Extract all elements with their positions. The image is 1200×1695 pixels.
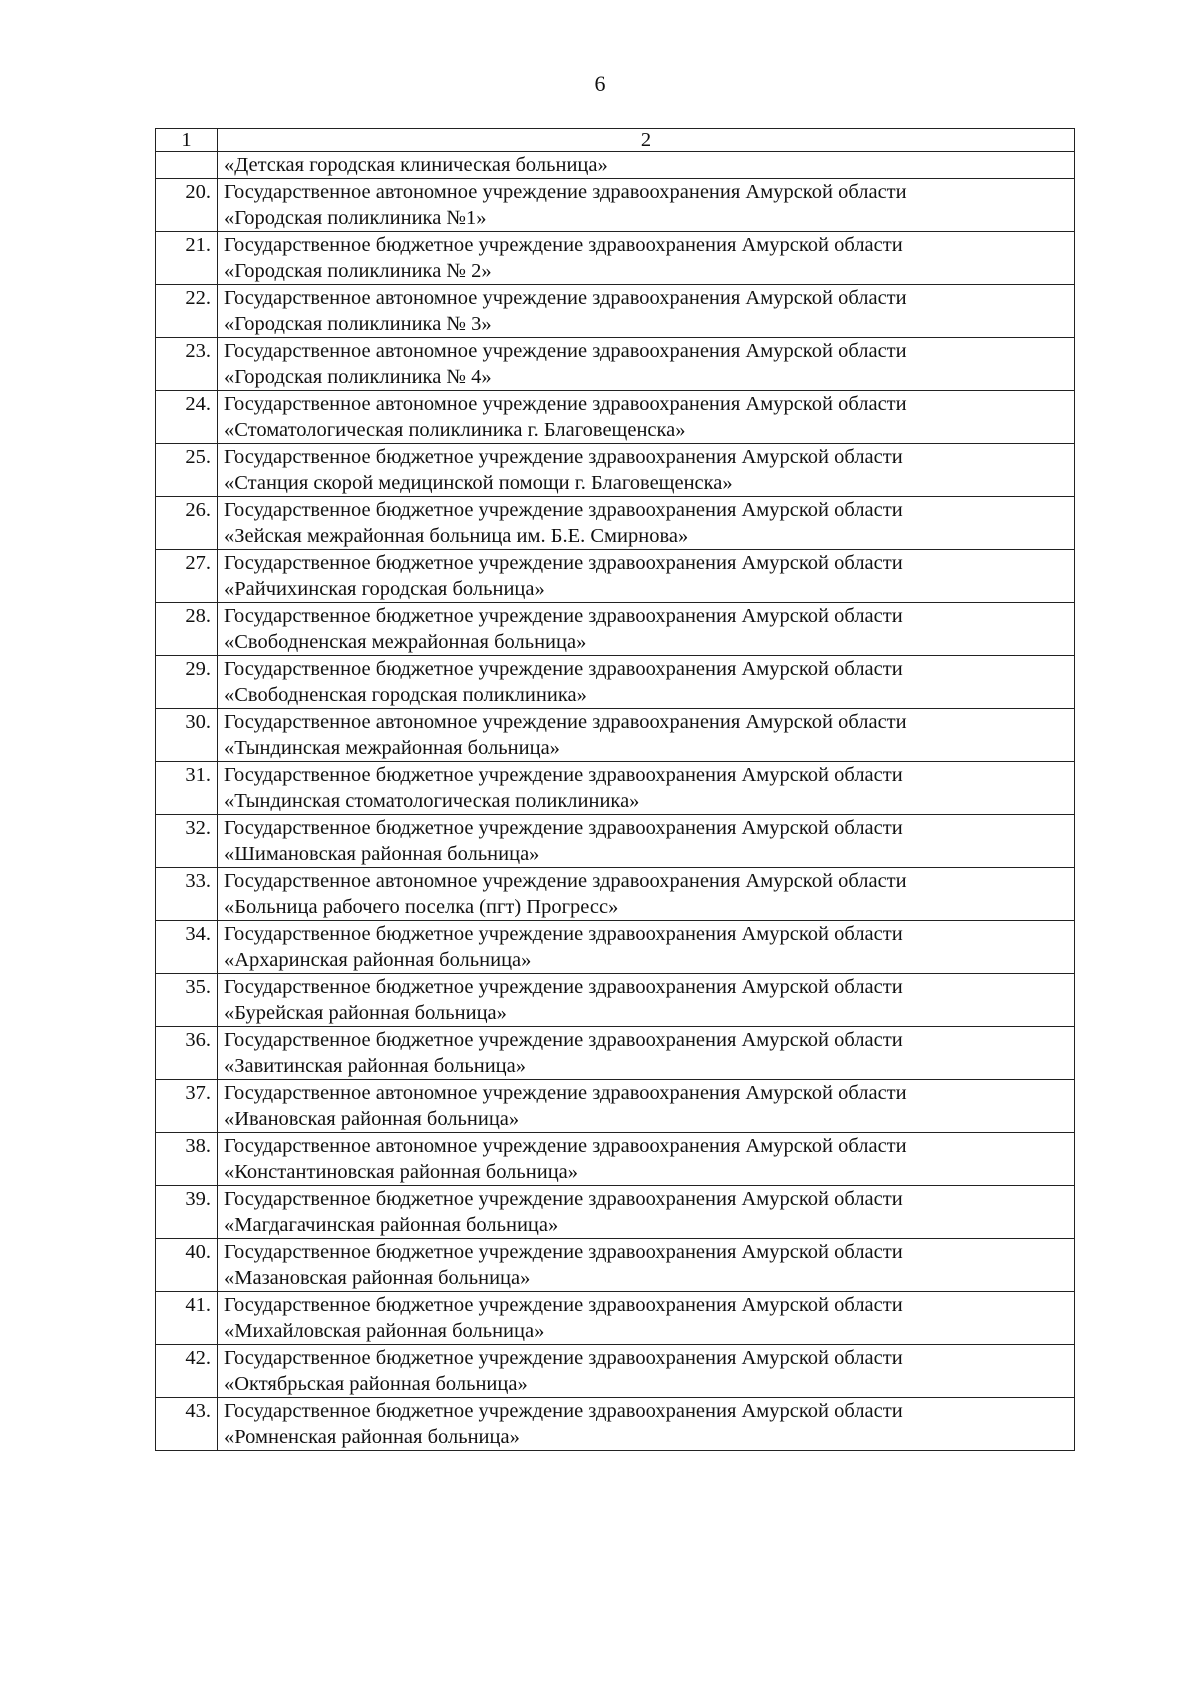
institution-name: «Бурейская районная больница» <box>224 1002 507 1024</box>
table-row <box>156 1133 1075 1186</box>
table-row <box>156 232 1075 285</box>
row-number: 36. <box>156 1027 218 1080</box>
table-row <box>156 1292 1075 1345</box>
institution-name-cell <box>218 550 1075 603</box>
institution-name: «Магдагачинская районная больница» <box>224 1214 559 1236</box>
institution-name: «Октябрьская районная больница» <box>224 1373 528 1395</box>
institutions-table-body <box>156 129 1075 1451</box>
row-number: 32. <box>156 815 218 868</box>
institution-name: «Мазановская районная больница» <box>224 1267 531 1289</box>
row-number: 29. <box>156 656 218 709</box>
row-number: 37. <box>156 1080 218 1133</box>
institution-name: «Свободненская городская поликлиника» <box>224 684 587 706</box>
table-row <box>156 656 1075 709</box>
institution-type: Государственное бюджетное учреждение здравоохранения Амурской области <box>224 446 903 468</box>
institution-name-cell <box>218 232 1075 285</box>
institution-name-cell <box>218 497 1075 550</box>
table-row <box>156 444 1075 497</box>
institution-type: Государственное бюджетное учреждение здравоохранения Амурской области <box>224 499 903 521</box>
institution-name-cell <box>218 815 1075 868</box>
institution-name: «Ромненская районная больница» <box>224 1426 520 1448</box>
institution-name-cell <box>218 338 1075 391</box>
institution-name: «Городская поликлиника № 4» <box>224 366 492 388</box>
continuation-text-cell <box>218 152 1075 179</box>
table-row <box>156 338 1075 391</box>
institution-name: «Завитинская районная больница» <box>224 1055 526 1077</box>
row-number: 30. <box>156 709 218 762</box>
institution-name-cell <box>218 179 1075 232</box>
institution-type: Государственное бюджетное учреждение здравоохранения Амурской области <box>224 1241 903 1263</box>
institution-type: Государственное автономное учреждение здравоохранения Амурской области <box>224 287 907 309</box>
table-row <box>156 1345 1075 1398</box>
table-row <box>156 762 1075 815</box>
table-row <box>156 1398 1075 1451</box>
institution-type: Государственное бюджетное учреждение здравоохранения Амурской области <box>224 234 903 256</box>
institution-type: Государственное автономное учреждение здравоохранения Амурской области <box>224 1135 907 1157</box>
table-header-row <box>156 129 1075 152</box>
continuation-row <box>156 152 1075 179</box>
table-row <box>156 1186 1075 1239</box>
header-column-number: 1 <box>156 129 218 152</box>
institution-name: «Тындинская стоматологическая поликлиника» <box>224 790 640 812</box>
institution-type: Государственное бюджетное учреждение здравоохранения Амурской области <box>224 1294 903 1316</box>
table-row <box>156 497 1075 550</box>
table-row <box>156 1027 1075 1080</box>
institution-name-cell <box>218 921 1075 974</box>
institution-name: «Архаринская районная больница» <box>224 949 532 971</box>
institution-type: Государственное бюджетное учреждение здравоохранения Амурской области <box>224 552 903 574</box>
institution-type: Государственное бюджетное учреждение здравоохранения Амурской области <box>224 658 903 680</box>
institution-type: Государственное бюджетное учреждение здравоохранения Амурской области <box>224 817 903 839</box>
institution-type: Государственное бюджетное учреждение здравоохранения Амурской области <box>224 923 903 945</box>
continuation-text: «Детская городская клиническая больница» <box>224 154 608 176</box>
institution-name-cell <box>218 1186 1075 1239</box>
institution-name-cell <box>218 444 1075 497</box>
row-number: 23. <box>156 338 218 391</box>
table-row <box>156 815 1075 868</box>
table-row <box>156 603 1075 656</box>
institution-name-cell <box>218 1133 1075 1186</box>
table-row <box>156 1080 1075 1133</box>
institution-type: Государственное бюджетное учреждение здравоохранения Амурской области <box>224 976 903 998</box>
institution-name: «Михайловская районная больница» <box>224 1320 545 1342</box>
continuation-number-cell <box>156 152 218 179</box>
institution-name-cell <box>218 1080 1075 1133</box>
institution-type: Государственное бюджетное учреждение здравоохранения Амурской области <box>224 1400 903 1422</box>
institution-name: «Тындинская межрайонная больница» <box>224 737 560 759</box>
institution-name-cell <box>218 391 1075 444</box>
institution-name: «Больница рабочего поселка (пгт) Прогресс» <box>224 896 619 918</box>
institution-name: «Шимановская районная больница» <box>224 843 540 865</box>
row-number: 28. <box>156 603 218 656</box>
page-number: 6 <box>594 71 606 96</box>
row-number: 40. <box>156 1239 218 1292</box>
institution-name-cell <box>218 1345 1075 1398</box>
table-row <box>156 179 1075 232</box>
table-row <box>156 974 1075 1027</box>
institution-type: Государственное автономное учреждение здравоохранения Амурской области <box>224 340 907 362</box>
institution-type: Государственное автономное учреждение здравоохранения Амурской области <box>224 1082 907 1104</box>
institution-name-cell <box>218 603 1075 656</box>
row-number: 22. <box>156 285 218 338</box>
institution-name: «Ивановская районная больница» <box>224 1108 520 1130</box>
institution-type: Государственное бюджетное учреждение здравоохранения Амурской области <box>224 605 903 627</box>
table-row <box>156 1239 1075 1292</box>
institution-type: Государственное автономное учреждение здравоохранения Амурской области <box>224 870 907 892</box>
table-row <box>156 709 1075 762</box>
table-row <box>156 550 1075 603</box>
institution-type: Государственное бюджетное учреждение здравоохранения Амурской области <box>224 1347 903 1369</box>
table-row <box>156 868 1075 921</box>
institutions-table <box>155 128 1075 1451</box>
institution-name-cell <box>218 1292 1075 1345</box>
institution-name: «Райчихинская городская больница» <box>224 578 545 600</box>
row-number: 35. <box>156 974 218 1027</box>
row-number: 34. <box>156 921 218 974</box>
institution-name: «Городская поликлиника № 2» <box>224 260 492 282</box>
institution-type: Государственное автономное учреждение здравоохранения Амурской области <box>224 711 907 733</box>
institution-name-cell <box>218 1239 1075 1292</box>
table-row <box>156 391 1075 444</box>
institution-name: «Городская поликлиника № 3» <box>224 313 492 335</box>
row-number: 39. <box>156 1186 218 1239</box>
institution-name-cell <box>218 1398 1075 1451</box>
institution-name-cell <box>218 709 1075 762</box>
header-column-name: 2 <box>218 129 1075 152</box>
institution-type: Государственное бюджетное учреждение здравоохранения Амурской области <box>224 764 903 786</box>
row-number: 38. <box>156 1133 218 1186</box>
institution-type: Государственное бюджетное учреждение здравоохранения Амурской области <box>224 1029 903 1051</box>
institution-name-cell <box>218 762 1075 815</box>
institution-name: «Свободненская межрайонная больница» <box>224 631 587 653</box>
institution-name: «Станция скорой медицинской помощи г. Благовещенска» <box>224 472 733 494</box>
row-number: 41. <box>156 1292 218 1345</box>
table-row <box>156 921 1075 974</box>
row-number: 27. <box>156 550 218 603</box>
row-number: 20. <box>156 179 218 232</box>
institution-type: Государственное автономное учреждение здравоохранения Амурской области <box>224 181 907 203</box>
institution-name-cell <box>218 974 1075 1027</box>
row-number: 43. <box>156 1398 218 1451</box>
row-number: 24. <box>156 391 218 444</box>
institution-name-cell <box>218 656 1075 709</box>
table-row <box>156 285 1075 338</box>
institution-name: «Константиновская районная больница» <box>224 1161 579 1183</box>
row-number: 26. <box>156 497 218 550</box>
row-number: 42. <box>156 1345 218 1398</box>
row-number: 31. <box>156 762 218 815</box>
row-number: 21. <box>156 232 218 285</box>
institution-name-cell <box>218 285 1075 338</box>
institution-name: «Стоматологическая поликлиника г. Благовещенска» <box>224 419 686 441</box>
institution-name: «Зейская межрайонная больница им. Б.Е. Смирнова» <box>224 525 689 547</box>
row-number: 33. <box>156 868 218 921</box>
institution-type: Государственное автономное учреждение здравоохранения Амурской области <box>224 393 907 415</box>
institution-type: Государственное бюджетное учреждение здравоохранения Амурской области <box>224 1188 903 1210</box>
institution-name-cell <box>218 1027 1075 1080</box>
row-number: 25. <box>156 444 218 497</box>
institution-name: «Городская поликлиника №1» <box>224 207 487 229</box>
institution-name-cell <box>218 868 1075 921</box>
